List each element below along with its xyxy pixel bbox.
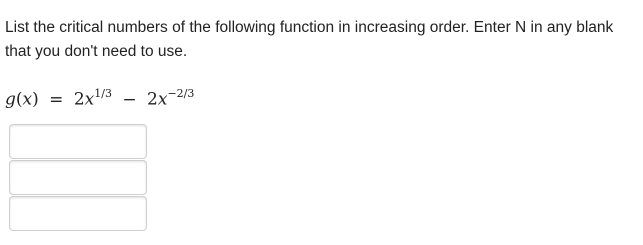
term1-coefficient: 2 bbox=[73, 89, 85, 110]
answer-input-2[interactable] bbox=[9, 160, 147, 195]
term2-variable: x bbox=[157, 89, 168, 110]
term2-exponent: −2/3 bbox=[167, 87, 195, 100]
function-formula bbox=[5, 83, 194, 112]
function-paren-close: ) bbox=[32, 89, 39, 110]
function-argument: x bbox=[22, 89, 33, 110]
answer-input-1[interactable] bbox=[9, 124, 147, 159]
term1-exponent: 1/3 bbox=[94, 87, 112, 100]
equals-sign: = bbox=[49, 89, 64, 110]
term1-variable: x bbox=[84, 89, 95, 110]
function-name: g bbox=[5, 89, 16, 110]
minus-sign: − bbox=[122, 89, 137, 110]
term2-coefficient: 2 bbox=[147, 89, 158, 110]
answer-boxes bbox=[9, 124, 147, 232]
question-prompt: List the critical numbers of the following function in increasing order. Enter N in any blank that you don't need to use. bbox=[5, 19, 614, 60]
function-paren-open: ( bbox=[15, 89, 23, 110]
answer-input-3[interactable] bbox=[9, 196, 147, 231]
